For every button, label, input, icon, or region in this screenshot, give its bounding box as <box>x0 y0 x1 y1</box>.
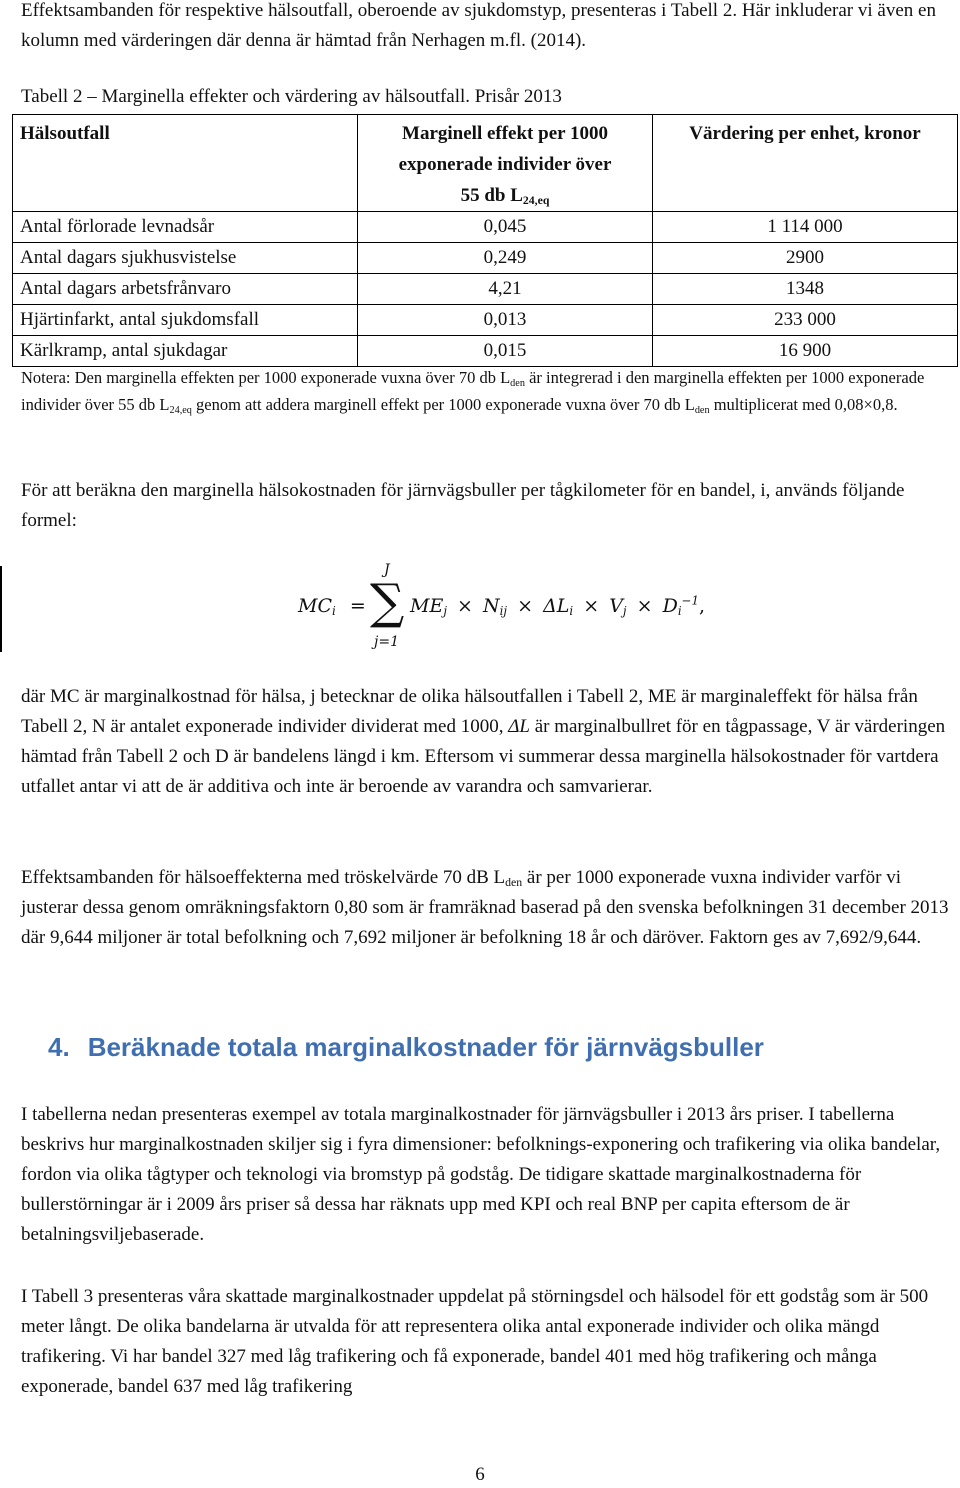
header-marginal-effect-line1: Marginell effekt per 1000 <box>402 123 608 144</box>
formula-equals: = <box>349 595 366 617</box>
formula-v-sub: j <box>622 604 627 618</box>
cell-outcome: Kärlkramp, antal sjukdagar <box>13 336 358 367</box>
cell-value: 2900 <box>653 243 958 274</box>
formula-me-sub: j <box>443 604 447 618</box>
cell-effect: 4,21 <box>358 274 653 305</box>
times-symbol: × <box>517 595 534 617</box>
table-row <box>13 212 958 243</box>
times-symbol: × <box>636 595 653 617</box>
formula-intro-paragraph: För att beräkna den marginella hälsokostnaden för järnvägsbuller per tågkilometer för en bandel, i, används följande formel: <box>21 480 905 531</box>
header-marginal-effect-sub: 24,eq <box>522 194 550 207</box>
formula-mc-sub: i <box>332 604 336 618</box>
tables-paragraph: I tabellerna nedan presenteras exempel av totala marginalkostnader för järnvägsbuller i 2013 års priser. I tabellerna beskrivs hur marginalkostnaden skiljer sig i fyra dimensioner: befolknings-exponering och trafikering via olika bandelar, fordon via olika tågtyper och teknologi via bromstyp på godståg. De tidigare skattade marginalkostnaderna för bullerstörningar är i 2009 års priser så dessa har räknats upp med KPI och real BNP per capita eftersom de är betalningsviljebaserade. <box>21 1104 941 1245</box>
cell-value: 233 000 <box>653 305 958 336</box>
formula-d-sub: i <box>677 604 682 618</box>
header-marginal-effect <box>358 115 653 212</box>
explanation-paragraph <box>21 682 951 802</box>
formula-comma: , <box>698 595 705 617</box>
explanation-text-a: där MC är marginalkostnad för hälsa, j betecknar de olika hälsoutfallen i Tabell 2, ME är marginaleffekt för hälsa från Tabell 2, N är antalet exponerade individer dividerat med 1000, <box>21 686 918 737</box>
table-row <box>13 274 958 305</box>
explanation-delta-l: ΔL <box>508 716 530 737</box>
cell-effect: 0,013 <box>358 305 653 336</box>
cell-outcome: Hjärtinfarkt, antal sjukdomsfall <box>13 305 358 336</box>
table-row <box>13 336 958 367</box>
formula-v: V <box>609 595 623 617</box>
times-symbol: × <box>583 595 600 617</box>
table-header-row <box>13 115 958 212</box>
formula-rhs <box>410 595 705 617</box>
section-number: 4. <box>48 1032 70 1062</box>
cell-value: 16 900 <box>653 336 958 367</box>
formula-d: D <box>662 595 678 617</box>
page-number: 6 <box>475 1464 485 1485</box>
table-row <box>13 305 958 336</box>
explanation-text-b: är marginalbullret för en tågpassage, V är värderingen hämtad från Tabell 2 och D är bandelens längd i km. Eftersom vi summerar dessa marginella hälsokostnader för vartdera utfallet antar vi att de är additiva och inte är beroende av varandra och samvarierar. <box>21 716 946 797</box>
formula-d-sup: −1 <box>681 593 699 608</box>
header-valuation: Värdering per enhet, kronor <box>653 115 958 212</box>
cell-effect: 0,045 <box>358 212 653 243</box>
formula-lhs <box>298 595 366 617</box>
cell-outcome: Antal dagars arbetsfrånvaro <box>13 274 358 305</box>
cell-outcome: Antal förlorade levnadsår <box>13 212 358 243</box>
cell-value: 1 114 000 <box>653 212 958 243</box>
table-2-caption: Tabell 2 – Marginella effekter och värdering av hälsoutfall. Prisår 2013 <box>21 86 562 107</box>
table-2-note <box>21 364 956 418</box>
cell-effect: 0,249 <box>358 243 653 274</box>
cell-effect: 0,015 <box>358 336 653 367</box>
cell-outcome: Antal dagars sjukhusvistelse <box>13 243 358 274</box>
note-sub-3: den <box>694 405 710 416</box>
marginal-cost-formula <box>298 562 718 652</box>
formula-me: ME <box>410 595 444 617</box>
formula-sum-upper: J <box>384 562 390 578</box>
formula-sum-lower: j=1 <box>374 634 399 650</box>
note-text-1: Notera: Den marginella effekten per 1000 exponerade vuxna över 70 db L <box>21 368 511 387</box>
factor-paragraph <box>21 863 951 953</box>
change-bar <box>0 566 2 652</box>
formula-n: N <box>483 595 500 617</box>
header-marginal-effect-line3: 55 db L <box>460 185 523 206</box>
note-text-4: multiplicerat med 0,08×0,8. <box>709 395 898 414</box>
cell-value: 1348 <box>653 274 958 305</box>
table-row <box>13 243 958 274</box>
intro-paragraph: Effektsambanden för respektive hälsoutfall, oberoende av sjukdomstyp, presenteras i Tabell 2. Här inkluderar vi även en kolumn med värderingen där denna är hämtad från Nerhagen m.fl. (2014). <box>21 0 936 51</box>
factor-sub: den <box>505 876 523 889</box>
note-text-3: genom att addera marginell effekt per 1000 exponerade vuxna över 70 db L <box>191 395 695 414</box>
factor-text-a: Effektsambanden för hälsoeffekterna med tröskelvärde 70 dB L <box>21 867 506 888</box>
tabell3-paragraph: I Tabell 3 presenteras våra skattade marginalkostnader uppdelat på störningsdel och hälsodel för ett godståg som är 500 meter långt. De olika bandelarna är utvalda för att representera olika antal exponerade individer och olika mängd trafikering. Vi har bandel 327 med låg trafikering och få exponerade, bandel 401 med hög trafikering och många exponerade, bandel 637 med låg trafikering <box>21 1286 929 1397</box>
formula-mc: MC <box>298 595 332 617</box>
note-text-2: är integrerad i den marginella effekten per 1000 exponerade individer över 55 db L <box>21 368 925 414</box>
note-sub-1: den <box>510 378 525 389</box>
formula-delta-l-sub: i <box>569 604 574 618</box>
times-symbol: × <box>457 595 473 617</box>
header-marginal-effect-line2: exponerade individer över <box>398 154 612 175</box>
sum-symbol: ∑ <box>370 574 405 630</box>
factor-text-b: är per 1000 exponerade vuxna individer varför vi justerar dessa genom omräkningsfaktorn 0,80 som är framräknad baserad på den svenska befolkningen 31 december 2013 där 9,644 miljoner är total befolkning och 7,692 miljoner är befolkning 18 år och däröver. Faktorn ges av 7,692/9,644. <box>21 867 949 948</box>
formula-delta-l: ΔL <box>543 595 570 617</box>
table-2 <box>12 114 958 367</box>
note-sub-2: 24,eq <box>169 405 192 416</box>
section-title: Beräknade totala marginalkostnader för järnvägsbuller <box>87 1032 764 1062</box>
formula-n-sub: ij <box>499 604 508 618</box>
section-heading <box>48 1032 764 1063</box>
header-health-outcome: Hälsoutfall <box>13 115 358 212</box>
